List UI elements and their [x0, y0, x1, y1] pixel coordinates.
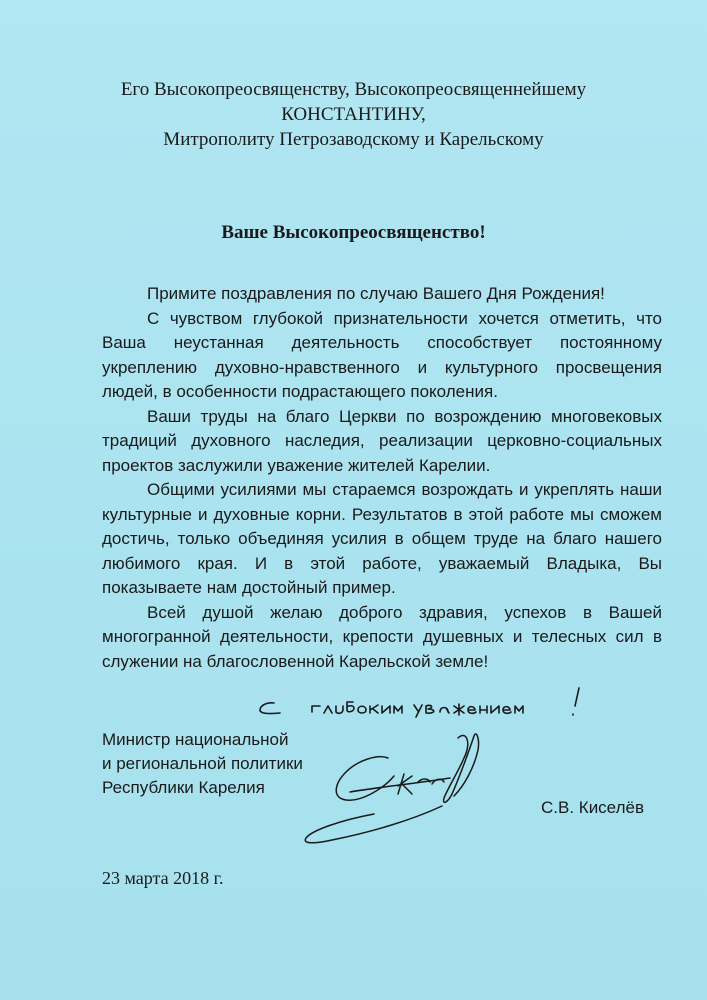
closing-stroke-exclamation [573, 688, 579, 715]
paragraph-works: Ваши труды на благо Церкви по возрождению многовековых традиций духовного наследия, реализации церковно-социальных проектов заслужили уважение жителей Карелии. [102, 406, 662, 475]
signer-name: С.В. Киселёв [541, 798, 644, 817]
salutation: Ваше Высокопреосвященство! [221, 222, 486, 243]
paragraph-efforts: Общими усилиями мы стараемся возрождать и укреплять наши культурные и духовные корни. Результатов в этой работе мы сможем достичь, только объединяя усилия в общем труде на благо нашего любимого края. И в этой работе, уважаемый Владыка, Вы показываете нам достойный пример. [102, 480, 662, 597]
paragraph-wishes: Всей душой желаю доброго здравия, успехов в Вашей многогранной деятельности, крепости душевных и телесных сил в служении на благословенной Карельской земле! [102, 602, 662, 671]
letter-date: 23 марта 2018 г. [102, 868, 224, 888]
signature-tall-strokes [444, 734, 479, 802]
addressee-block [0, 77, 707, 152]
closing-stroke-word-2 [414, 704, 523, 717]
addressee-line-3: Митрополиту Петрозаводскому и Карельскому [163, 129, 544, 150]
position-line-2: и региональной политики [102, 754, 303, 773]
addressee-line-1: Его Высокопреосвященству, Высокопреосвященнейшему [120, 79, 587, 100]
letter-body [102, 282, 662, 674]
signature-loop [336, 757, 394, 800]
position-line-3: Республики Карелия [102, 778, 265, 797]
paragraph-greeting: Примите поздравления по случаю Вашего Дня Рождения! [147, 284, 605, 303]
handwritten-closing [250, 686, 590, 722]
paragraph-gratitude: С чувством глубокой признательности хочется отметить, что Ваша неустанная деятельность способствует постоянному укреплению духовно-нравственного и культурного просвещения людей, в особенности подрастающего поколения. [102, 308, 662, 401]
closing-stroke-c [260, 703, 280, 714]
position-line-1: Министр национальной [102, 730, 289, 749]
signature-underline [305, 806, 442, 843]
addressee-line-2: КОНСТАНТИНУ, [281, 104, 426, 125]
closing-stroke-word-1 [312, 702, 402, 713]
signature [262, 728, 492, 858]
